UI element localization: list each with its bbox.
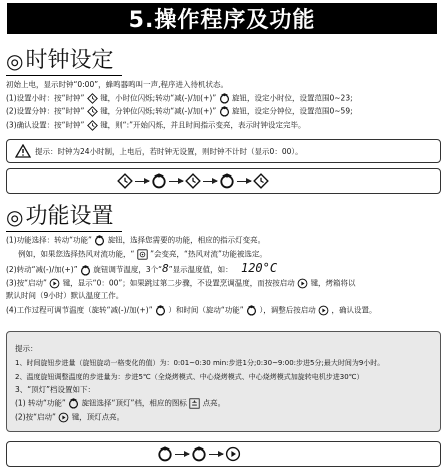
clock-heading-underline	[6, 75, 122, 76]
tip-1: 1、时间旋钮步进量（旋钮旋动一格变化的值）为：0:01~0:30 min:步进1分;0:30~9:00:步进5分;最大时间为9小时。	[15, 359, 385, 367]
arrow-icon	[175, 454, 189, 455]
tip-2: 2、温度旋钮调整温度的步进量为：步进5℃（全烧烤模式、中心烧烤模式、中心烧烤模式加旋转电机步进30℃）	[15, 373, 364, 381]
arrow-icon	[209, 454, 223, 455]
start-icon	[297, 278, 308, 289]
arrow-icon	[237, 181, 251, 182]
knob-icon	[157, 446, 173, 462]
clock-key-icon	[253, 173, 269, 189]
circle-bullet-icon: ◎	[6, 205, 24, 229]
knob-icon	[68, 398, 79, 409]
start-icon	[49, 278, 60, 289]
text-part: ”显示温度值，如：	[168, 265, 233, 274]
tip-5	[15, 412, 124, 423]
function-heading	[6, 205, 113, 229]
knob-icon	[151, 173, 167, 189]
circle-bullet-icon: ◎	[6, 49, 24, 73]
text-part: ，确认设置。	[331, 305, 377, 315]
arrow-icon	[169, 181, 183, 182]
function-step-2	[6, 263, 277, 276]
text-part: (1)设置小时：按“时钟”	[6, 93, 85, 103]
knob-icon	[246, 305, 257, 316]
start-icon	[58, 412, 69, 423]
text-part: (3)按“启动”	[6, 278, 47, 288]
tip-4	[15, 398, 225, 409]
clock-tip-text: 提示：时钟为24小时制，上电后，若时钟无设置，则时钟不计时（显示0：00）。	[35, 146, 303, 156]
start-icon	[225, 446, 241, 462]
text-part: (2)按“启动”	[15, 412, 56, 422]
tips-box	[6, 331, 441, 432]
knob-icon	[80, 265, 91, 276]
function-flow	[157, 446, 241, 462]
segment-digit: 8	[162, 262, 169, 275]
text-part: 旋钮选择“顶灯”档，相应的图标	[81, 398, 187, 408]
text-part: 键，烤箱将以	[310, 278, 356, 288]
clock-key-icon	[185, 173, 201, 189]
clock-key-icon	[117, 173, 133, 189]
text-part: ）和时间（旋动“功能”	[168, 305, 244, 315]
text-part: 键，小时位闪烁;转动“减(-)/加(+)”	[100, 93, 217, 103]
text-part: 例如，如果您选择热风对流功能，“	[18, 249, 135, 259]
text-part: 旋钮，选择您需要的功能，相应的指示灯变亮。	[107, 235, 266, 245]
text-part: 键，分钟位闪烁;转动“减(-)/加(+)”	[100, 106, 217, 116]
knob-icon	[219, 93, 230, 104]
text-part: 点亮。	[202, 398, 226, 408]
arrow-icon	[203, 181, 217, 182]
text-part: (3)确认设置：按“时钟”	[6, 120, 85, 130]
function-step-1	[6, 235, 265, 246]
start-icon	[318, 305, 329, 316]
text-part: 旋钮调节温度，3个“	[93, 265, 163, 274]
text-part: (4)工作过程可调节温度（旋转“减(-)/加(+)”	[6, 305, 153, 315]
arrow-icon	[135, 181, 149, 182]
clock-key-icon	[87, 120, 98, 131]
function-step-4	[6, 305, 377, 316]
tip-3: 3、“顶灯”档设置如下：	[15, 385, 96, 394]
clock-heading-text: 时钟设定	[25, 48, 114, 73]
clock-key-icon	[87, 106, 98, 117]
clock-heading	[6, 49, 113, 73]
function-step-1-example	[18, 249, 267, 260]
text-part: (1)功能选择：转动“功能”	[6, 235, 92, 245]
clock-step-hour	[6, 93, 353, 104]
text-part: (2)设置分钟：按“时钟”	[6, 106, 85, 116]
page-title: 5.操作程序及功能	[7, 3, 437, 34]
tips-title: 提示：	[15, 344, 38, 353]
clock-tip	[15, 144, 303, 158]
text-part: 旋钮，设定小时位，设置范围0~23;	[232, 93, 353, 103]
function-heading-underline	[6, 231, 122, 232]
text-part: ），调整后按启动	[259, 305, 316, 315]
text-part: 键，顶灯点亮。	[71, 412, 125, 422]
function-step-3-cont: 默认时间（9小时）默认温度工作。	[6, 291, 124, 300]
text-part: ”会变亮，“热风对流”功能被选定。	[150, 249, 267, 259]
text-part: (2)转动“减(-)/加(+)”	[6, 265, 78, 274]
knob-icon	[191, 446, 207, 462]
warning-icon	[15, 144, 31, 158]
convection-fan-icon	[137, 249, 148, 260]
text-part: (1) 转动“功能”	[15, 398, 66, 408]
text-part: 旋钮，设定分钟位，设置范围0~59;	[232, 106, 353, 116]
function-step-3	[6, 278, 356, 289]
knob-icon	[219, 173, 235, 189]
clock-step-minute	[6, 106, 353, 117]
clock-flow-box	[6, 168, 441, 194]
clock-key-icon	[87, 93, 98, 104]
knob-icon	[94, 235, 105, 246]
clock-intro: 初始上电，显示时钟“0:00”，蜂鸣器鸣叫一声,程序进入待机状态。	[6, 80, 228, 89]
clock-step-confirm	[6, 120, 305, 131]
text-part: 键，则“:”开始闪烁，并且时间指示变亮，表示时钟设定完毕。	[100, 120, 306, 130]
clock-flow	[117, 173, 269, 189]
top-lamp-icon	[189, 398, 200, 409]
temperature-display: 120°C	[240, 261, 278, 275]
clock-tip-box	[6, 139, 441, 163]
function-flow-box	[6, 441, 441, 467]
knob-icon	[219, 106, 230, 117]
text-part: 键，显示“0：00”；如果跳过第二步骤，不设置烹调温度，而按按启动	[62, 278, 295, 288]
function-heading-text: 功能设置	[25, 204, 114, 229]
knob-icon	[155, 305, 166, 316]
